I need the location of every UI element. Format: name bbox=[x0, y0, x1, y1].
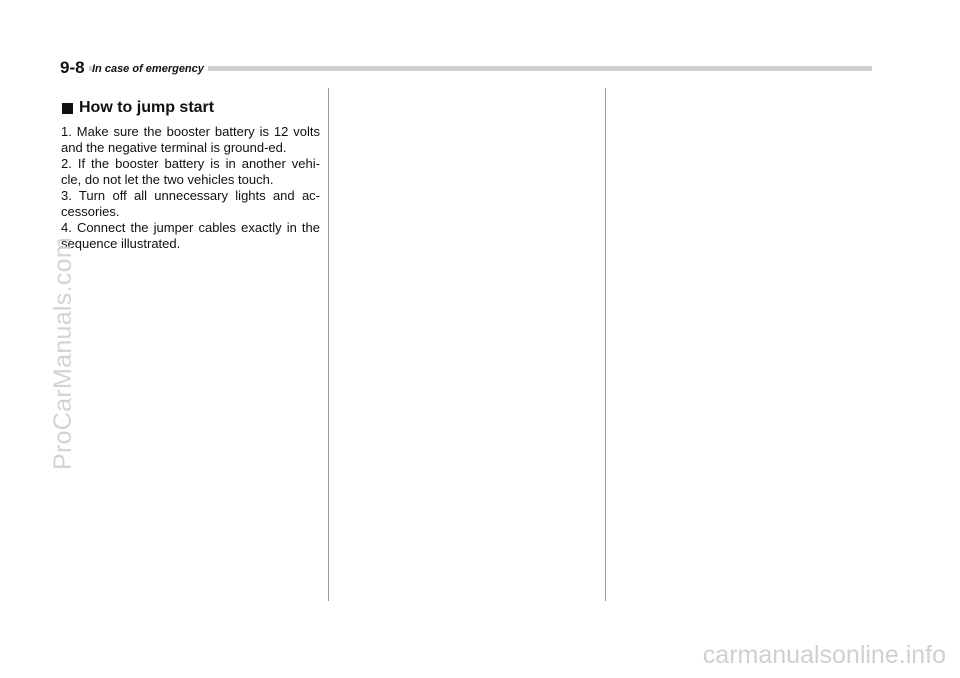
section-heading bbox=[61, 98, 320, 118]
section-heading-text: How to jump start bbox=[79, 99, 215, 116]
step-item: 4. Connect the jumper cables exactly in the sequence illustrated. bbox=[61, 220, 320, 251]
left-column bbox=[61, 98, 320, 252]
column-divider bbox=[328, 88, 329, 601]
step-item: 2. If the booster battery is in another vehi-cle, do not let the two vehicles touch. bbox=[61, 156, 320, 187]
step-item: 1. Make sure the booster battery is 12 volts and the negative terminal is ground-ed. bbox=[61, 124, 320, 155]
side-watermark: ProCarManuals.com bbox=[49, 237, 77, 470]
step-list bbox=[61, 124, 320, 252]
column-divider bbox=[605, 88, 606, 601]
section-name: In case of emergency bbox=[92, 62, 208, 76]
filled-square-icon bbox=[62, 103, 73, 114]
page-number: 9-8 bbox=[60, 58, 89, 78]
page-header bbox=[60, 58, 872, 80]
step-item: 3. Turn off all unnecessary lights and ac-cessories. bbox=[61, 188, 320, 219]
bottom-watermark: carmanualsonline.info bbox=[702, 641, 946, 669]
